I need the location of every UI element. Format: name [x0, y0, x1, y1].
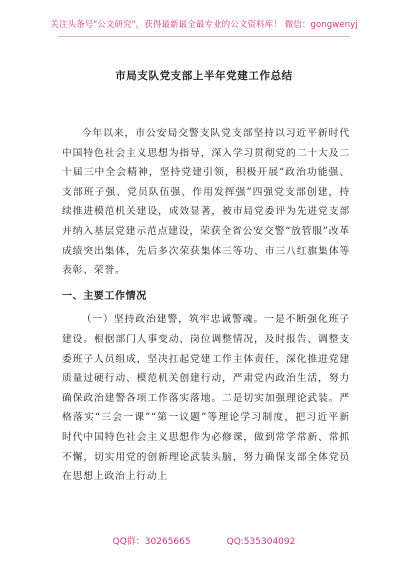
document-body	[62, 124, 350, 487]
intro-paragraph: 今年以来，市公安局交警支队党支部坚持以习近平新时代中国特色社会主义思想为指导，深入学习贯彻党的二十大及二十届三中全会精神，坚持党建引领，积极开展“政治功能强、支部班子强、党员队伍强、作用发挥强”四强党支部创建，持续推进模范机关建设，成效显著，被市局党委评为先进党支部并纳入基层党建示范点建设，荣获全省公安交警“放管服”改革成绩突出集体，先后多次荣获集体三等功、市三八红旗集体等表彰、荣誉。	[62, 128, 350, 277]
footer-contact	[0, 534, 408, 547]
footer-qq-group: QQ群：30265665	[112, 537, 191, 547]
section-paragraph: （一）坚持政治建警，筑牢忠诚警魂。一是不断强化班子建设。根据部门人事变动、岗位调整情况，及时报告、调整支委班子人员组成，坚决扛起党建工作主体责任，深化推进党建质量过硬行动、模范机关创建行动，严肃党内政治生活，努力确保政治建警各项工作落实落地。二是切实加强理论武装。严格落实“三会一课”“第一议题”等理论学习制度，把习近平新时代中国特色社会主义思想作为必修课，做到常学常新、常抓不懈，切实用党的创新理论武装头脑，努力确保支部全体党员在思想上政治上行动上	[62, 314, 350, 483]
section-heading: 一、主要工作情况	[62, 290, 147, 302]
document-title: 市局支队党支部上半年党建工作总结	[115, 70, 293, 82]
header-divider	[58, 36, 350, 37]
footer-qq: QQ:535304092	[226, 537, 296, 547]
header-promo-note: 关注头条号"公文研究"，获得最新最全最专业的公文资料库！ 微信：gongwenyj	[50, 20, 358, 30]
